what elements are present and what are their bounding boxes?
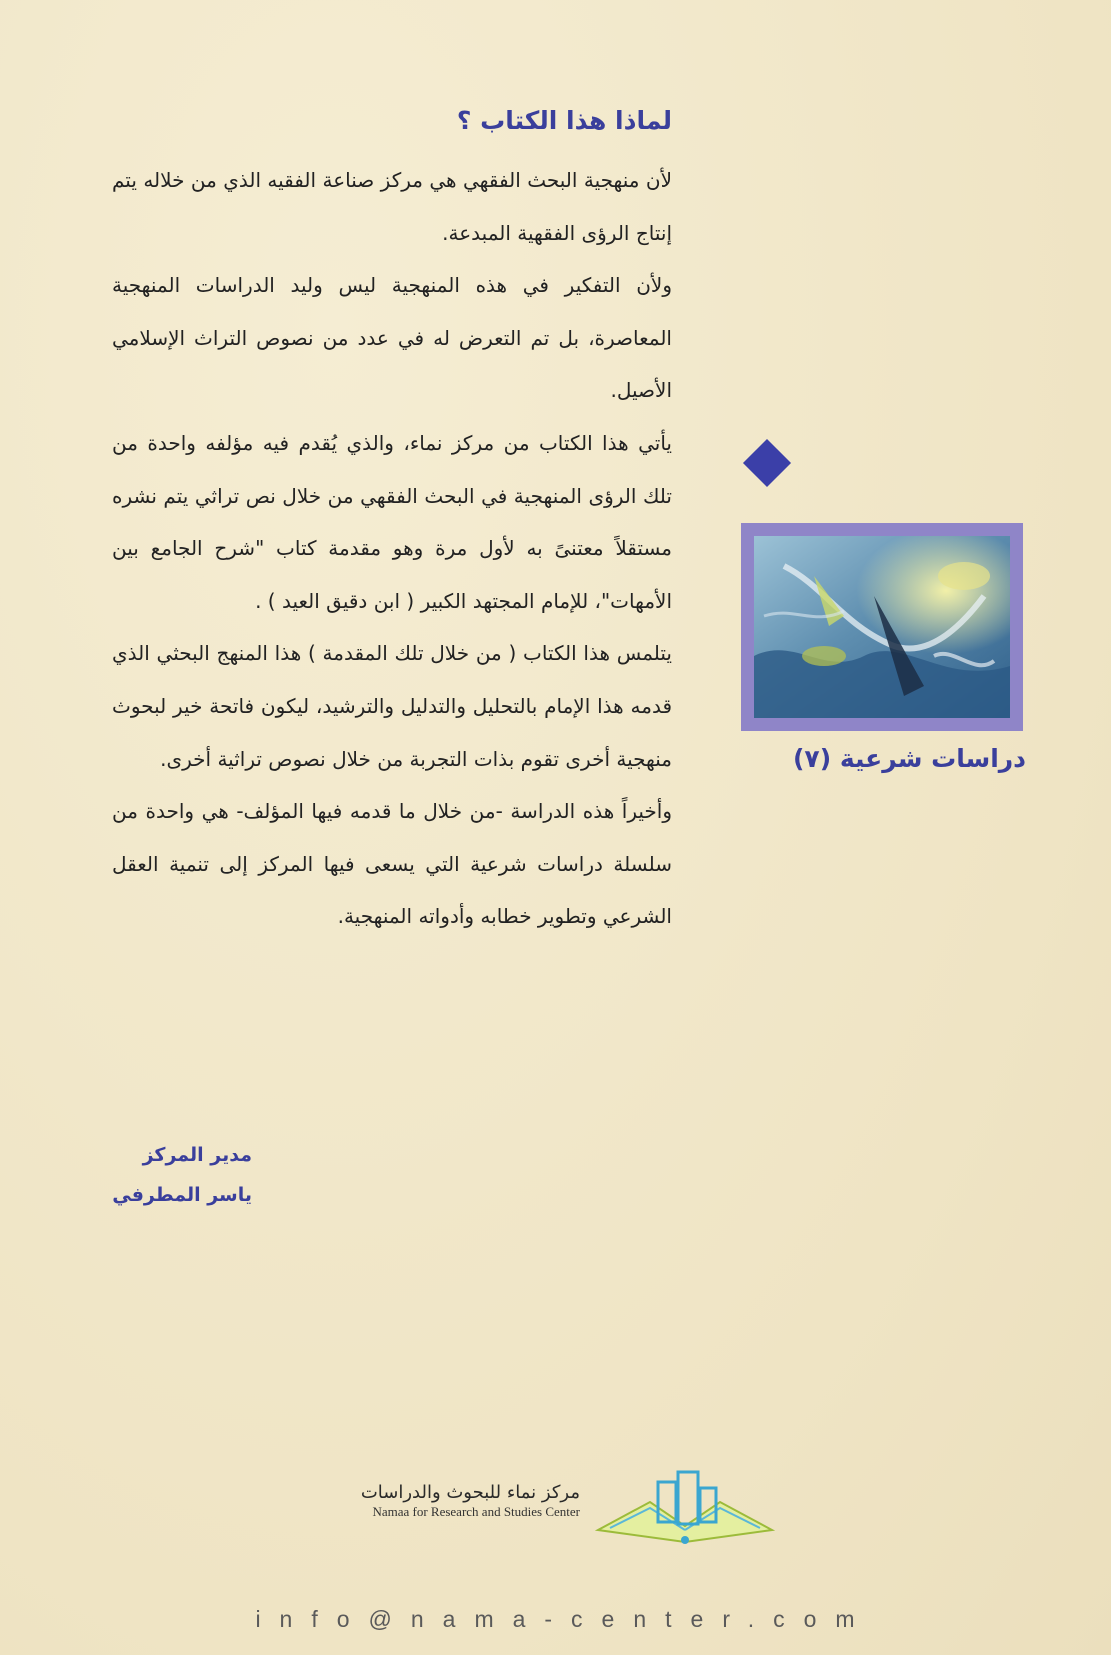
diamond-icon — [743, 439, 791, 487]
cover-artwork — [741, 523, 1023, 731]
logo-text — [310, 1482, 580, 1520]
paragraph: ولأن التفكير في هذه المنهجية ليس وليد الدراسات المنهجية المعاصرة، بل تم التعرض له في عدد من نصوص التراث الإسلامي الأصيل. — [112, 273, 672, 403]
signature — [112, 1135, 252, 1215]
paragraph: لأن منهجية البحث الفقهي هي مركز صناعة الفقيه الذي من خلاله يتم إنتاج الرؤى الفقهية المبدعة. — [112, 168, 672, 245]
open-book-buildings-icon — [590, 1468, 780, 1548]
publisher-logo — [310, 1468, 780, 1548]
signature-role: مدير المركز — [142, 1144, 252, 1166]
paragraph: يأتي هذا الكتاب من مركز نماء، والذي يُقدم فيه مؤلفه واحدة من تلك الرؤى المنهجية في البحث الفقهي من خلال نص تراثي يتم نشره مستقلاً معتنىً به لأول مرة وهو مقدمة كتاب "شرح الجامع بين الأمهات"، للإمام المجتهد الكبير ( ابن دقيق العيد ) . — [112, 430, 672, 613]
logo-arabic-name: مركز نماء للبحوث والدراسات — [360, 1482, 580, 1503]
paragraph: وأخيراً هذه الدراسة -من خلال ما قدمه فيها المؤلف- هي واحدة من سلسلة دراسات شرعية التي يسعى فيها المركز إلى تنمية العقل الشرعي وتطوير خطابه وأدواته المنهجية. — [112, 799, 672, 929]
logo-english-name: Namaa for Research and Studies Center — [372, 1504, 580, 1519]
contact-email: info@nama-center.com — [255, 1606, 874, 1632]
signature-name: ياسر المطرفي — [112, 1184, 252, 1206]
section-heading: لماذا هذا الكتاب ؟ — [456, 106, 672, 135]
series-label: دراسات شرعية (٧) — [792, 744, 1026, 773]
body-text — [112, 154, 672, 943]
paragraph: يتلمس هذا الكتاب ( من خلال تلك المقدمة ) هذا المنهج البحثي الذي قدمه هذا الإمام بالتحليل والتدليل والترشيد، ليكون فاتحة خير لبحوث منهجية أخرى تقوم بذات التجربة من خلال نصوص تراثية أخرى. — [112, 641, 672, 771]
abstract-painting — [754, 536, 1010, 718]
